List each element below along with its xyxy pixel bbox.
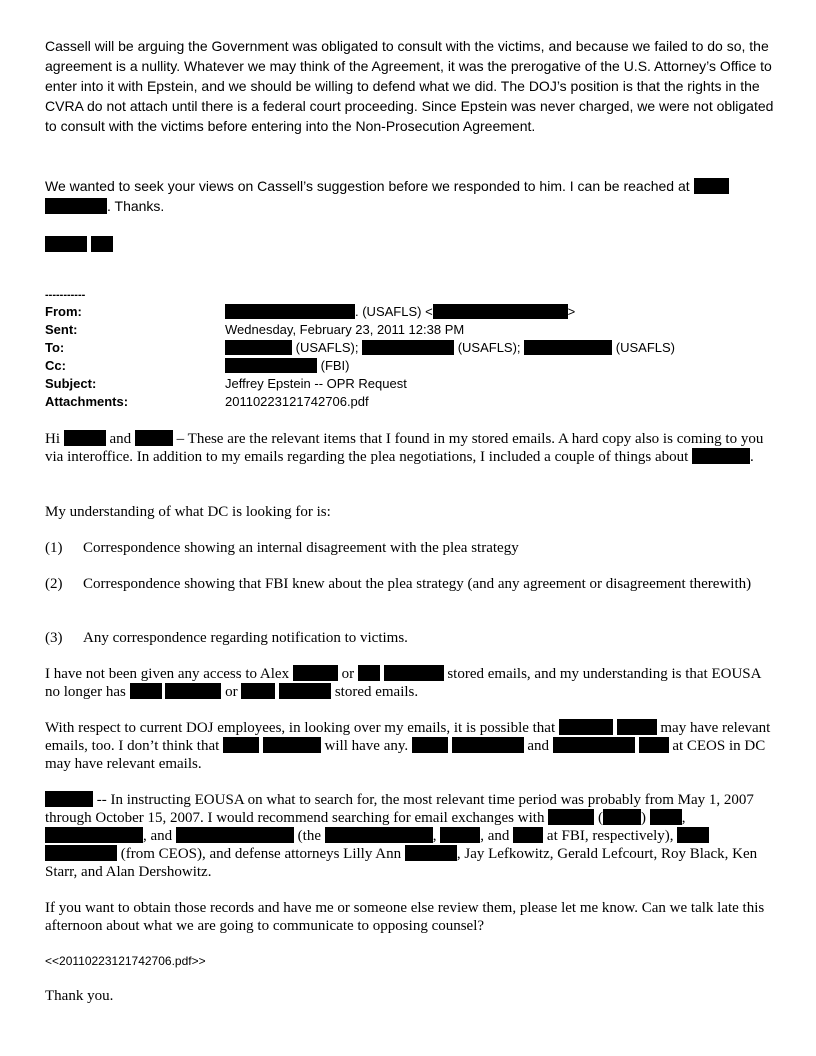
attachment-reference[interactable]: <<20110223121742706.pdf>> xyxy=(45,954,206,968)
list-item-3: (3) Any correspondence regarding notification to victims. xyxy=(45,630,408,646)
redaction xyxy=(405,845,457,861)
redaction xyxy=(639,737,669,753)
redaction xyxy=(548,809,594,825)
redaction xyxy=(176,827,294,843)
redaction xyxy=(452,737,524,753)
redaction xyxy=(225,358,317,373)
redaction xyxy=(130,683,162,699)
body-paragraph-5: -- In instructing EOUSA on what to search for, the most relevant time period was probably from May 1, 2007 through October 15, 2007. I would recommend searching for email exchanges with ( ) , , and (the , , and at FBI, respectively), (from CEOS), and defense attorneys Lilly Ann , Jay Lefkowitz, Gerald Lefcourt, Roy Black, Ken Starr, and Alan Dershowitz. xyxy=(45,792,758,880)
redaction xyxy=(362,340,454,355)
body-paragraph-4: With respect to current DOJ employees, in looking over my emails, it is possible that may have relevant emails, too. I don’t think that will have any. and at CEOS in DC may have relevant emails. xyxy=(45,720,771,772)
redaction xyxy=(45,198,107,214)
redaction xyxy=(64,430,106,446)
body-paragraph-1: Hi and – These are the relevant items that I found in my stored emails. A hard copy also is coming to you via interoffice. In addition to my emails regarding the plea negotiations, I included a couple of things about . xyxy=(45,431,764,465)
redaction xyxy=(617,719,657,735)
attachment-link[interactable]: 20110223121742706.pdf xyxy=(225,394,369,409)
body-paragraph-2: My understanding of what DC is looking for is: xyxy=(45,504,331,520)
redaction xyxy=(45,845,117,861)
intro-paragraph: Cassell will be arguing the Government was obligated to consult with the victims, and because we failed to do so, the agreement is a nullity. Whatever we may think of the Agreement, it was the prerogative of the U.S. Attorney’s Office to enter into it with Epstein, and we should be willing to defend what we did. The DOJ’s position is that the rights in the CVRA do not attach until there is a federal court proceeding. Since Epstein was never charged, we were not obligated to consult with the victims before entering into the Non-Prosecution Agreement. xyxy=(45,38,774,134)
redaction xyxy=(692,448,750,464)
redaction xyxy=(559,719,613,735)
redaction xyxy=(513,827,543,843)
redaction xyxy=(223,737,259,753)
signature-redaction xyxy=(45,236,113,254)
redaction xyxy=(650,809,682,825)
redaction xyxy=(293,665,338,681)
list-item-1: (1) Correspondence showing an internal disagreement with the plea strategy xyxy=(45,540,519,556)
header-attachments-row: Attachments: 20110223121742706.pdf xyxy=(45,394,369,409)
redaction xyxy=(279,683,331,699)
redaction xyxy=(603,809,641,825)
redaction xyxy=(553,737,635,753)
redaction xyxy=(440,827,480,843)
header-cc-row: Cc: (FBI) xyxy=(45,358,350,373)
redaction xyxy=(433,304,568,319)
redaction xyxy=(412,737,448,753)
separator: ----------- xyxy=(45,289,86,301)
redaction xyxy=(45,236,87,252)
redaction xyxy=(45,827,143,843)
redaction xyxy=(524,340,612,355)
redaction xyxy=(694,178,729,194)
header-from-row: From: . (USAFLS) < > xyxy=(45,304,576,319)
redaction xyxy=(241,683,275,699)
redaction xyxy=(358,665,380,681)
redaction xyxy=(677,827,709,843)
header-sent-row: Sent: Wednesday, February 23, 2011 12:38 PM xyxy=(45,322,465,337)
header-to-row: To: (USAFLS); (USAFLS); (USAFLS) xyxy=(45,340,675,355)
redaction xyxy=(135,430,173,446)
body-paragraph-3: I have not been given any access to Alex or stored emails, and my understanding is that EOUSA no longer has or stored emails. xyxy=(45,666,761,700)
redaction xyxy=(45,791,93,807)
redaction xyxy=(91,236,113,252)
intro-paragraph-2: We wanted to seek your views on Cassell’s suggestion before we responded to him. I can be reached at . Thanks. xyxy=(45,176,775,216)
redaction xyxy=(225,340,292,355)
email-header xyxy=(45,303,775,413)
redaction xyxy=(225,304,355,319)
redaction xyxy=(325,827,433,843)
closing: Thank you. xyxy=(45,988,114,1004)
body-paragraph-6: If you want to obtain those records and have me or someone else review them, please let me know. Can we talk late this afternoon about what we are going to communicate to opposing counsel? xyxy=(45,900,765,934)
list-item-2: (2) Correspondence showing that FBI knew about the plea strategy (and any agreement or disagreement therewith) xyxy=(45,576,752,592)
header-subject-row: Subject: Jeffrey Epstein -- OPR Request xyxy=(45,376,407,391)
redaction xyxy=(165,683,221,699)
redaction xyxy=(263,737,321,753)
redaction xyxy=(384,665,444,681)
